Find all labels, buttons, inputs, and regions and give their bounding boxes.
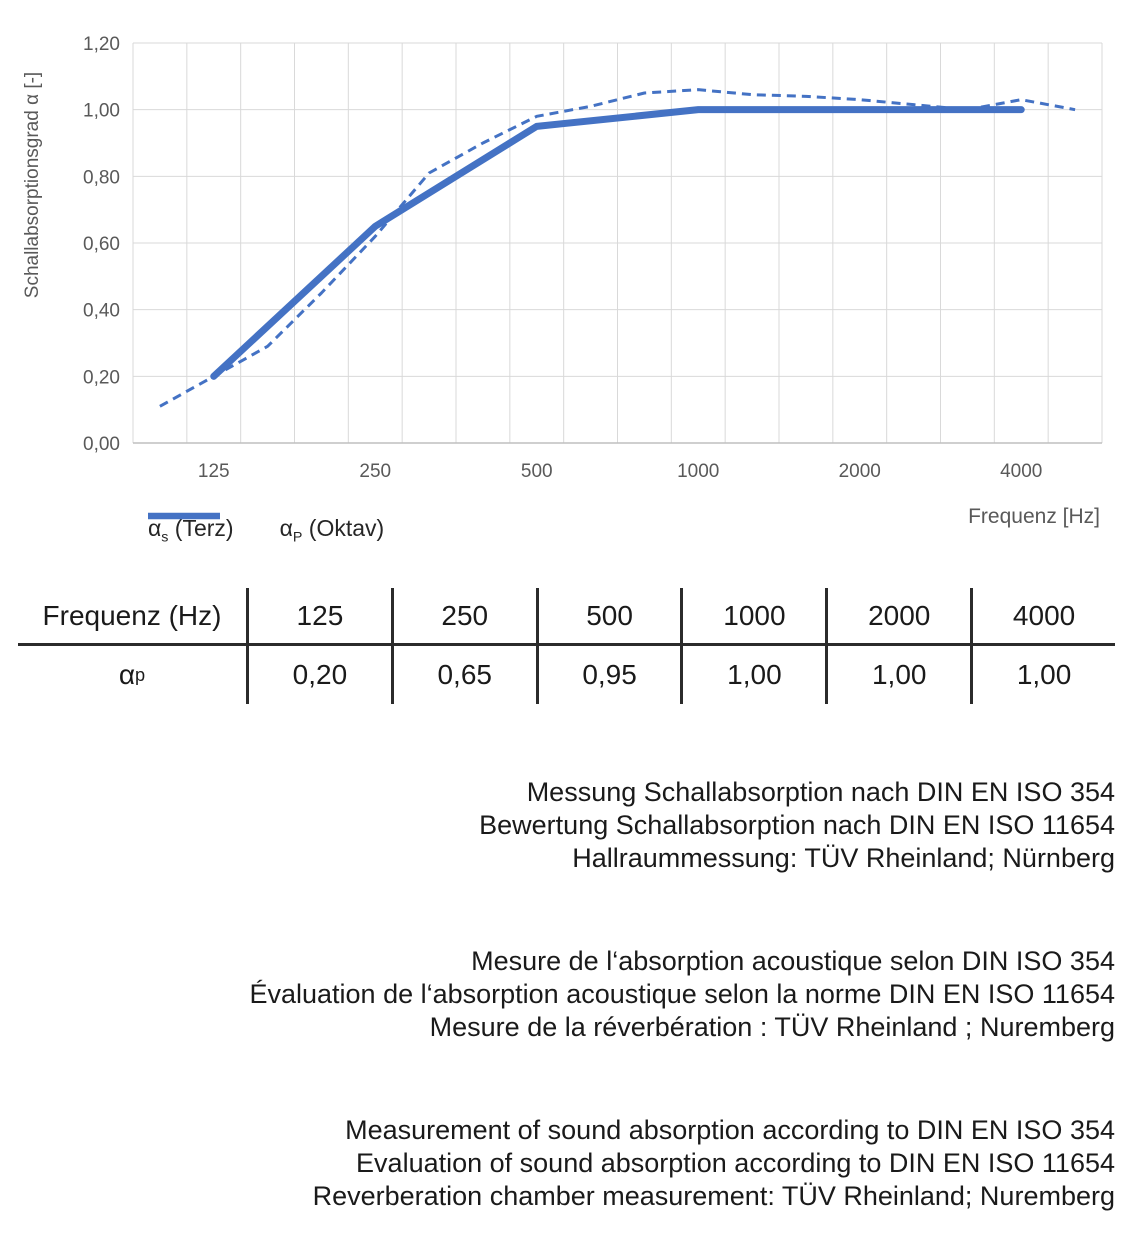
y-tick-label: 1,20 [83,34,120,55]
french-line: Mesure de la réverbération : TÜV Rheinland ; Nuremberg [429,1012,1115,1042]
table-header-frequency: Frequenz (Hz) [18,588,246,646]
table-header-value: 125 [246,588,391,646]
table-header-value: 4000 [970,588,1115,646]
legend-solid-line-icon [148,511,220,521]
x-tick-label: 4000 [1000,461,1043,482]
x-tick-label: 500 [520,461,553,482]
x-axis-title: Frequenz [Hz] [968,505,1100,528]
german-line: Hallraummessung: TÜV Rheinland; Nürnberg [572,843,1115,873]
y-tick-label: 0,60 [83,234,120,255]
y-tick-label: 1,00 [83,100,120,122]
table-header-value: 250 [391,588,536,646]
paragraph-english [0,1114,1115,1213]
english-line: Evaluation of sound absorption according to DIN EN ISO 11654 [356,1148,1115,1178]
y-tick-label: 0,40 [83,300,120,322]
x-tick-label: 1000 [677,461,720,482]
x-tick-label: 125 [197,461,230,482]
legend-label: $\alpha_s$ (Terz) [148,514,234,546]
absorption-chart [0,0,1135,555]
table-cell-alpha-value: 1,00 [970,646,1115,704]
paragraph-german [0,776,1115,875]
english-line: Measurement of sound absorption according to DIN EN ISO 354 [345,1115,1115,1145]
table-header-value: 2000 [825,588,970,646]
x-tick-label: 250 [359,461,392,482]
french-line: Mesure de l‘absorption acoustique selon DIN ISO 354 [471,946,1115,976]
frequency-table [18,588,1115,704]
chart-canvas [0,0,1135,555]
legend-entry-oktav [280,515,385,546]
table-header-value: 500 [536,588,681,646]
x-tick-label: 2000 [838,461,881,482]
table-cell-alpha-value: 1,00 [825,646,970,704]
german-line: Messung Schallabsorption nach DIN EN ISO 354 [526,777,1115,807]
paragraph-french [0,945,1115,1044]
german-line: Bewertung Schallabsorption nach DIN EN ISO 11654 [479,810,1115,840]
english-line: Reverberation chamber measurement: TÜV Rheinland; Nuremberg [312,1181,1115,1211]
french-line: Évaluation de l‘absorption acoustique selon la norme DIN EN ISO 11654 [249,979,1115,1009]
y-axis-title: Schallabsorptionsgrad α [-] [22,71,43,299]
table-cell-alpha-value: 0,65 [391,646,536,704]
table-cell-alpha-value: 0,20 [246,646,391,704]
table-row-label-alpha-p: α p [118,659,146,690]
measurement-notes [0,776,1135,1213]
legend-label: $\alpha_P$ (Oktav) [279,514,385,546]
y-tick-label: 0,00 [83,434,120,455]
y-tick-label: 0,20 [83,367,120,389]
table-cell-alpha-value: 0,95 [536,646,681,704]
table-header-value: 1000 [680,588,825,646]
chart-legend [148,511,384,549]
table-cell-alpha-value: 1,00 [680,646,825,704]
y-tick-label: 0,80 [83,167,120,189]
